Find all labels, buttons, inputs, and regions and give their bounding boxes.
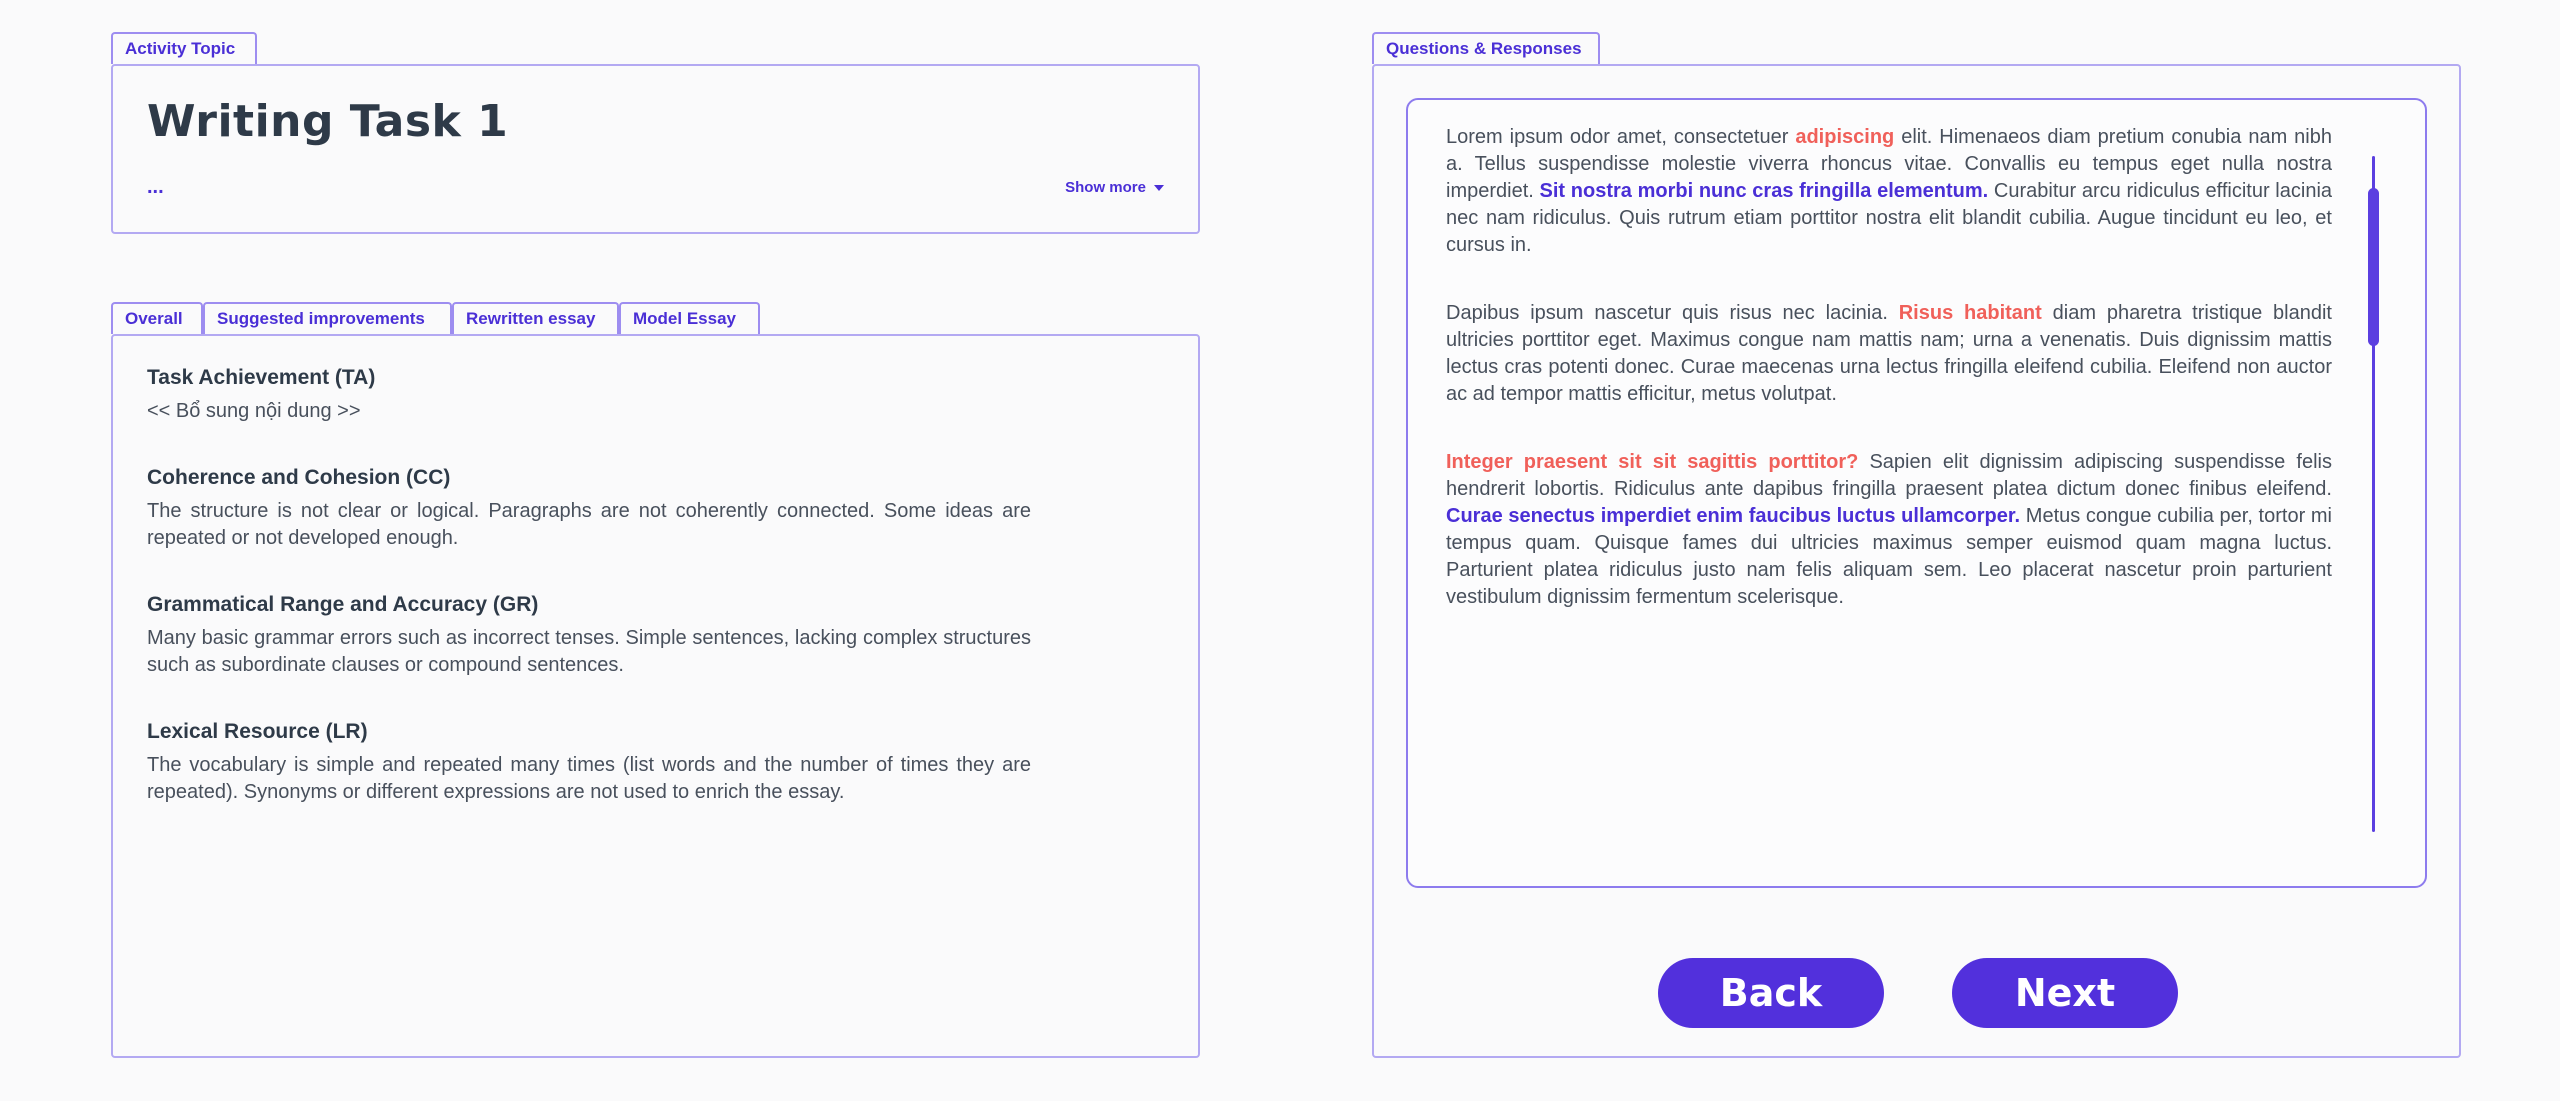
text-span: Curabitur arcu ridiculus efficitur lacinia nec nam ridiculus. Quis rutrum etiam porttitor nostra elit blandit cubilia. Augue tincidunt eu leo, et cursus in.: [1446, 180, 2333, 256]
criterion-body: << Bổ sung nội dung >>: [147, 400, 361, 422]
scrollbar-thumb[interactable]: [2368, 188, 2379, 346]
activity-topic-tab: Activity Topic: [111, 32, 257, 64]
text-span: Lorem ipsum odor amet, consectetuer: [1446, 126, 1796, 148]
show-more-button[interactable]: [1065, 179, 1164, 196]
criterion-title: Lexical Resource (LR): [147, 720, 368, 743]
text-span: elit. Himenaeos diam pretium conubia nam nibh a. Tellus suspendisse molestie viverra rhoncus vitae. Convallis eu tempus eget nulla nostra imperdiet.: [1446, 126, 2332, 202]
text-span: diam pharetra tristique blandit ultricies porttitor eget. Maximus congue nam mattis nam; urna a venenatis. Duis dignissim mattis lectus cras potenti donec. Curae maecenas urna lectus fringilla eleifend cubilia. Eleifend non auctor ac ad tempor mattis efficitur, metus volutpat.: [1446, 302, 2332, 405]
tab-rewritten-essay[interactable]: Rewritten essay: [452, 302, 619, 334]
criterion-body: The vocabulary is simple and repeated many times (list words and the number of times they are repeated). Synonyms or different expressions are not used to enrich the essay.: [147, 754, 1031, 803]
highlight-red: Risus habitant: [1898, 302, 2042, 324]
criterion-body: The structure is not clear or logical. Paragraphs are not coherently connected. Some ideas are repeated or not developed enough.: [147, 500, 1031, 549]
criterion-lexical-resource: [147, 720, 1031, 806]
questions-responses-tab: Questions & Responses: [1372, 32, 1600, 64]
questions-responses-panel: [1372, 64, 2461, 1058]
text-span: Dapibus ipsum nascetur quis risus nec lacinia.: [1446, 302, 1899, 324]
reading-box: [1406, 98, 2427, 888]
highlight-red: Integer praesent sit sit sagittis porttitor?: [1446, 451, 1859, 473]
topic-ellipsis: ...: [147, 176, 164, 198]
page-title: Writing Task 1: [147, 96, 509, 147]
criterion-body: Many basic grammar errors such as incorrect tenses. Simple sentences, lacking complex structures such as subordinate clauses or compound sentences.: [147, 627, 1031, 676]
tab-model-essay[interactable]: Model Essay: [619, 302, 760, 334]
highlight-red: adipiscing: [1795, 126, 1895, 148]
highlight-purple: Sit nostra morbi nunc cras fringilla elementum.: [1539, 180, 1989, 202]
next-button[interactable]: Next: [1952, 958, 2178, 1028]
reading-paragraph: [1446, 300, 2332, 408]
feedback-panel: [111, 334, 1200, 1058]
reading-text: [1446, 124, 2332, 652]
criterion-task-achievement: [147, 366, 1031, 425]
criterion-title: Grammatical Range and Accuracy (GR): [147, 593, 539, 616]
criterion-title: Coherence and Cohesion (CC): [147, 466, 451, 489]
caret-down-icon: [1154, 185, 1164, 191]
tab-suggested-improvements[interactable]: Suggested improvements: [203, 302, 452, 334]
criterion-grammatical-range: [147, 593, 1031, 679]
criterion-coherence-cohesion: [147, 466, 1031, 552]
show-more-label: Show more: [1065, 179, 1146, 196]
tab-overall[interactable]: Overall: [111, 302, 203, 334]
text-span: Metus congue cubilia per, tortor mi tempus quam. Quisque fames dui ultricies maximus semper euismod quam magna luctus. Parturient platea ridiculus justo nam felis aliquam sem. Leo placerat nascetur proin parturient vestibulum dignissim fermentum scelerisque.: [1446, 505, 2332, 608]
back-button[interactable]: Back: [1658, 958, 1884, 1028]
reading-paragraph: [1446, 124, 2332, 259]
text-span: Sapien elit dignissim adipiscing suspendisse felis hendrerit lobortis. Ridiculus ante dapibus fringilla praesent platea dictum donec finibus eleifend.: [1446, 451, 2332, 500]
activity-topic-panel: [111, 64, 1200, 234]
criterion-title: Task Achievement (TA): [147, 366, 376, 389]
reading-paragraph: [1446, 449, 2332, 611]
highlight-purple: Curae senectus imperdiet enim faucibus luctus ullamcorper.: [1446, 505, 2021, 527]
